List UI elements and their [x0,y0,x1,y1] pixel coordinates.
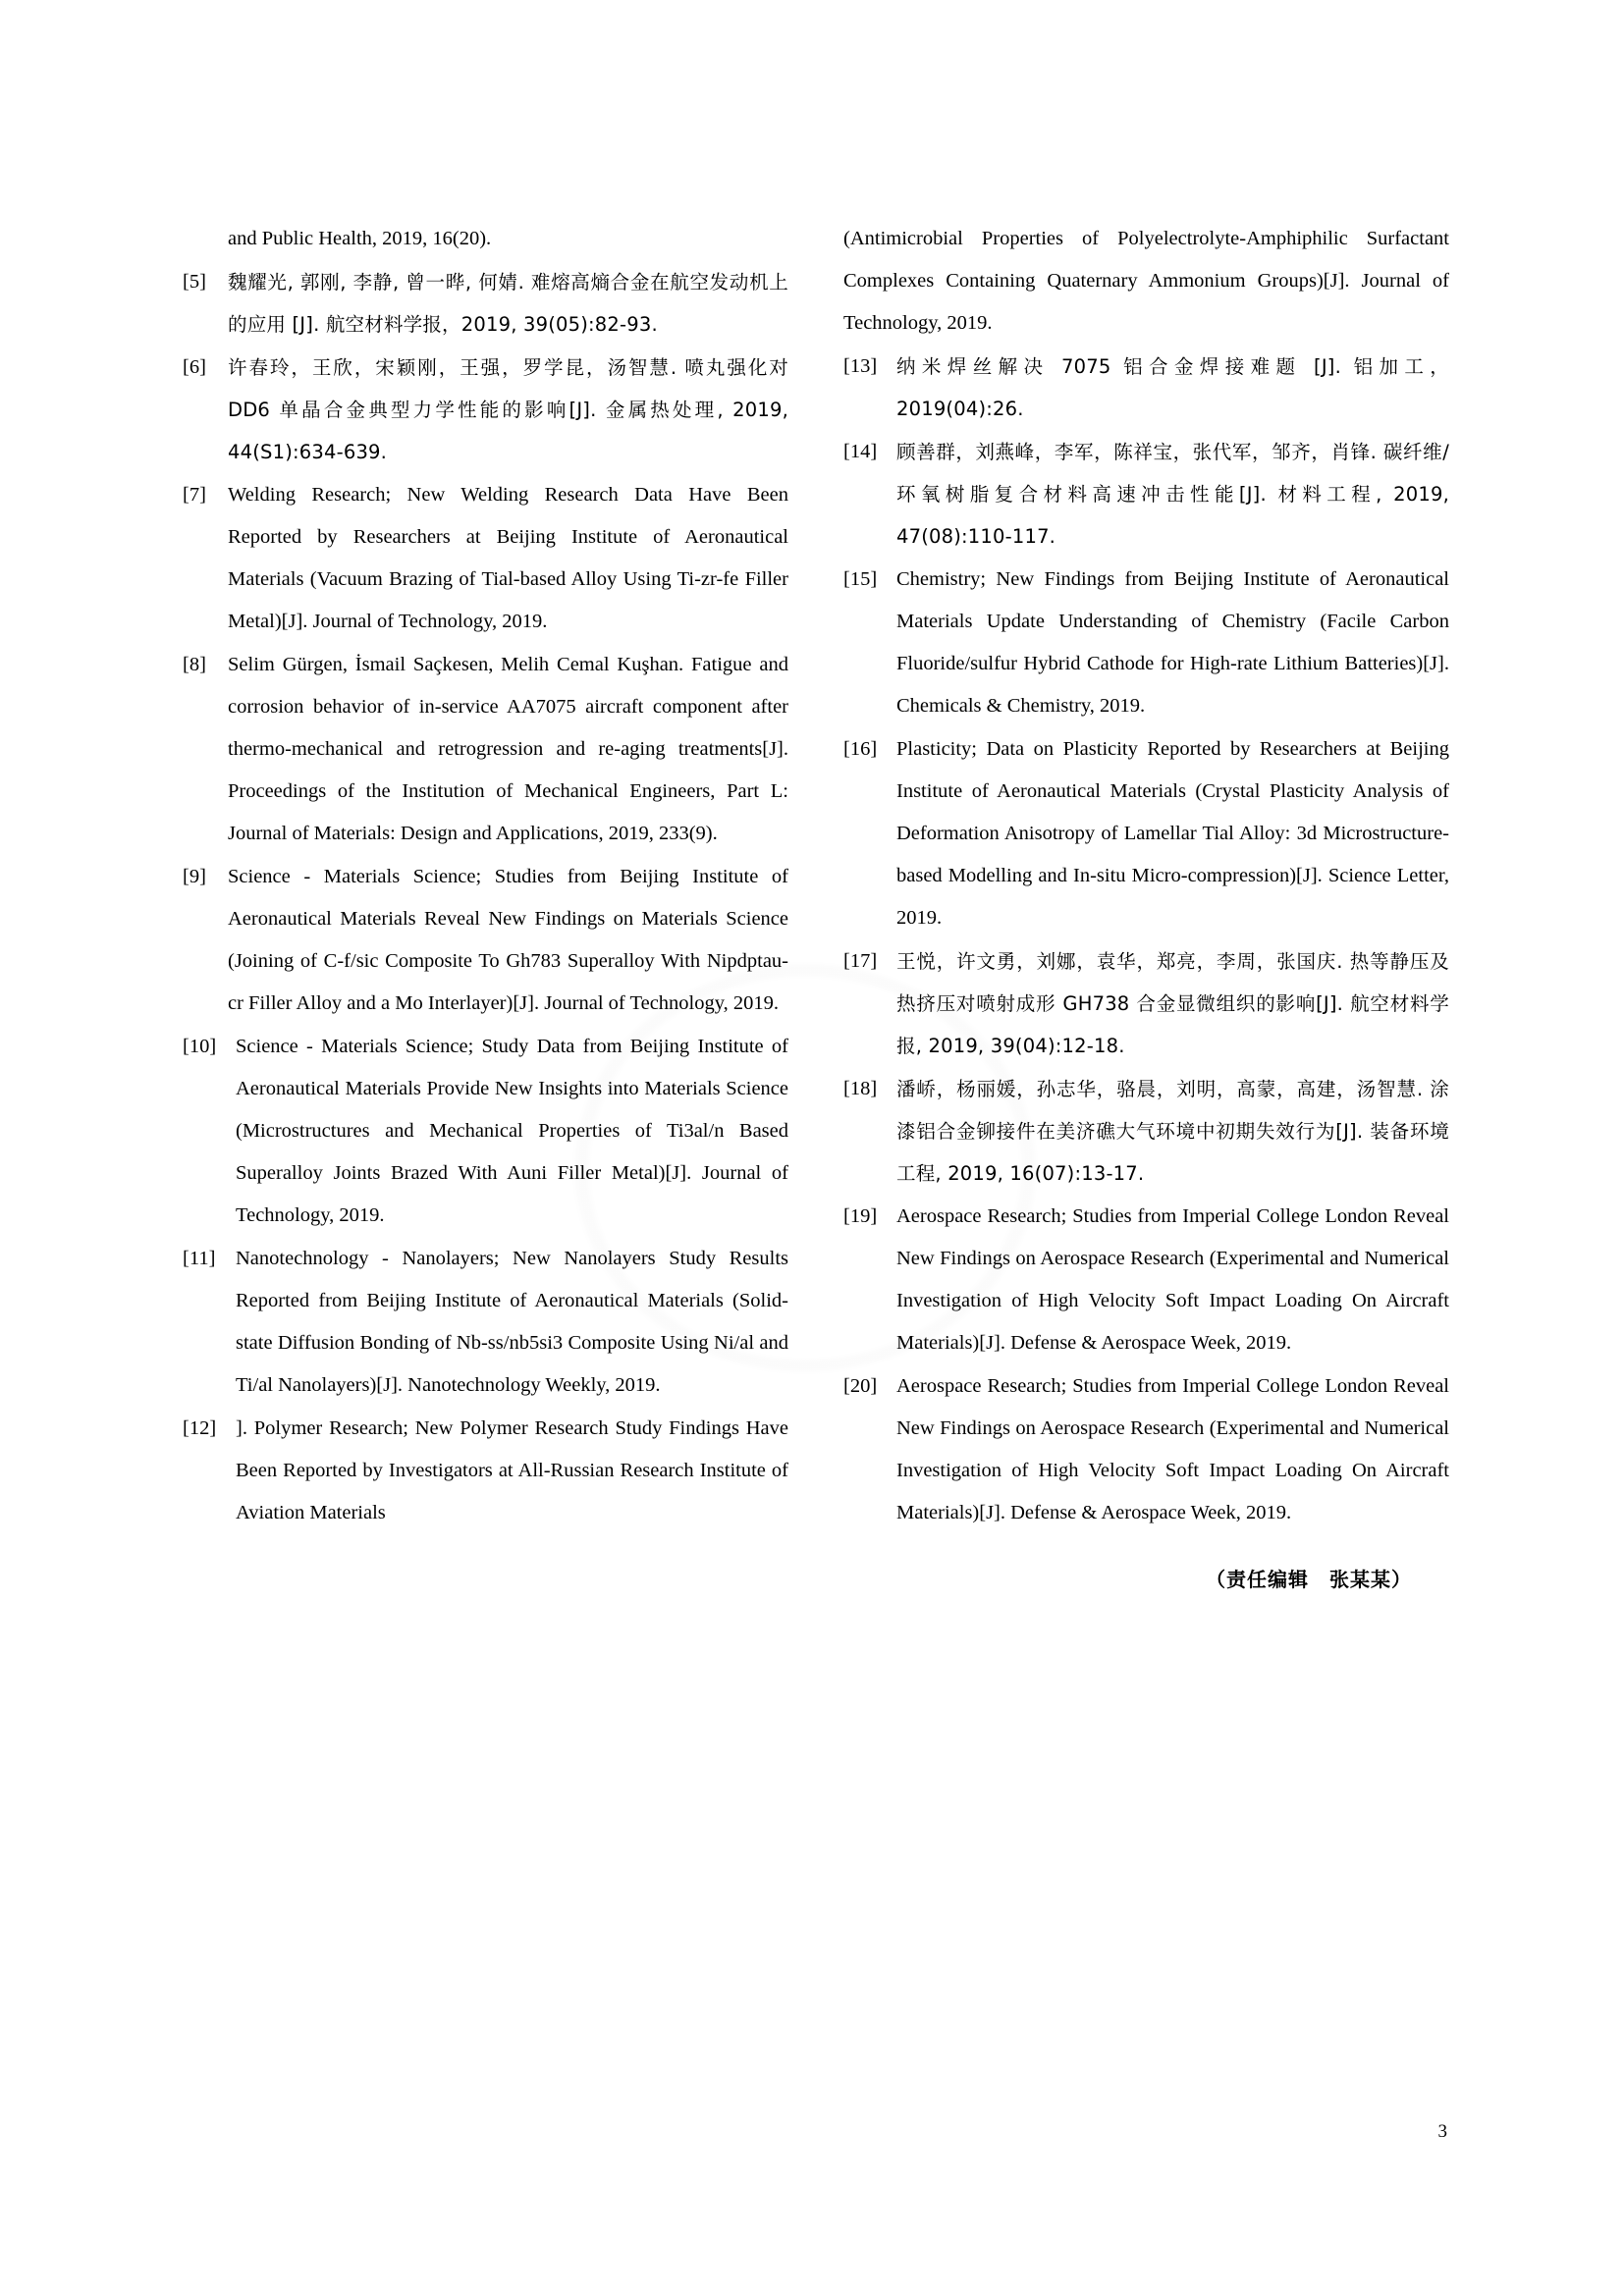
reference-text: 许春玲，王欣，宋颖刚，王强，罗学昆，汤智慧. 喷丸强化对 DD6 单晶合金典型力学性能的影响[J]. 金属热处理, 2019, 44(S1):634-639. [228,356,788,463]
reference-text: 王悦，许文勇，刘娜，袁华，郑亮，李周，张国庆. 热等静压及热挤压对喷射成形 GH738 合金显微组织的影响[J]. 航空材料学报, 2019, 39(04):12-18. [896,950,1449,1057]
reference-text: Aerospace Research; Studies from Imperial College London Reveal New Findings on Aerospace Research (Experimental and Numerical Investigation of High Velocity Soft Impact Loading On Aircraft Materials)[J]. Defense & Aerospace Week, 2019. [896,1205,1449,1354]
left-column [183,218,788,1592]
reference-item [843,346,1449,430]
reference-text: 顾善群，刘燕峰，李军，陈祥宝，张代军，邹齐，肖锋. 碳纤维/环氧树脂复合材料高速冲击性能[J]. 材料工程, 2019, 47(08):110-117. [896,441,1449,548]
page-number: 3 [1437,2121,1447,2142]
reference-marker: [10] [183,1036,217,1057]
reference-marker: [15] [843,568,878,590]
reference-item [843,1068,1449,1195]
right-column [843,218,1449,1592]
reference-marker: [9] [183,866,206,887]
reference-item [843,559,1449,727]
reference-item [183,1238,788,1407]
reference-text: 潘峤，杨丽媛，孙志华，骆晨，刘明，高蒙，高建，汤智慧. 涂漆铝合金铆接件在美济礁大气环境中初期失效行为[J]. 装备环境工程, 2019, 16(07):13-17. [896,1078,1449,1185]
reference-item [183,474,788,643]
reference-item [843,728,1449,939]
reference-item [843,1365,1449,1534]
reference-text: Science - Materials Science; Studies from Beijing Institute of Aeronautical Materials Reveal New Findings on Materials Science (Joining of C-f/sic Composite To Gh783 Superalloy With Nipdptau-cr Filler Alloy and a Mo Interlayer)[J]. Journal of Technology, 2019. [228,866,788,1014]
reference-text: Selim Gürgen, İsmail Saçkesen, Melih Cemal Kuşhan. Fatigue and corrosion behavior of in-service AA7075 aircraft component after thermo-mechanical and retrogression and re-aging treatments[J]. Proceedings of the Institution of Mechanical Engineers, Part L: Journal of Materials: Design and Applications, 2019, 233(9). [228,654,788,844]
reference-item [843,940,1449,1067]
reference-text: 纳米焊丝解决 7075 铝合金焊接难题 [J]. 铝加工，2019(04):26. [896,355,1449,420]
responsible-editor-note: （责任编辑 张某某） [1206,1568,1412,1591]
reference-marker: [14] [843,441,878,462]
reference-item [183,1026,788,1237]
reference-item [183,261,788,346]
reference-text: (Antimicrobial Properties of Polyelectrolyte-Amphiphilic Surfactant Complexes Containing Quaternary Ammonium Groups)[J]. Journal of Technology, 2019. [843,228,1449,334]
reference-marker: [20] [843,1375,878,1397]
reference-text: ]. Polymer Research; New Polymer Research Study Findings Have Been Reported by Investigators at All-Russian Research Institute of Aviation Materials [236,1417,788,1523]
reference-text: and Public Health, 2019, 16(20). [228,228,492,249]
reference-list-columns [183,218,1449,1592]
reference-marker: [8] [183,654,206,675]
reference-item [843,1196,1449,1364]
reference-text: Chemistry; New Findings from Beijing Institute of Aeronautical Materials Update Understanding of Chemistry (Facile Carbon Fluoride/sulfur Hybrid Cathode for High-rate Lithium Batteries)[J]. Chemicals & Chemistry, 2019. [896,568,1449,717]
reference-marker: [19] [843,1205,878,1227]
reference-item [183,856,788,1025]
reference-marker: [13] [843,355,878,377]
reference-text: Welding Research; New Welding Research Data Have Been Reported by Researchers at Beijing Institute of Aeronautical Materials (Vacuum Brazing of Tial-based Alloy Using Ti-zr-fe Filler Metal)[J]. Journal of Technology, 2019. [228,484,788,632]
reference-marker: [5] [183,271,206,293]
reference-item [843,431,1449,558]
reference-item [183,347,788,473]
reference-text: Nanotechnology - Nanolayers; New Nanolayers Study Results Reported from Beijing Institute of Aeronautical Materials (Solid-state Diffusion Bonding of Nb-ss/nb5si3 Composite Using Ni/al and Ti/al Nanolayers)[J]. Nanotechnology Weekly, 2019. [236,1248,788,1396]
reference-marker: [12] [183,1417,217,1439]
reference-marker: [16] [843,738,878,760]
reference-marker: [18] [843,1078,878,1099]
reference-text: 魏耀光, 郭刚, 李静, 曾一晔, 何婧. 难熔高熵合金在航空发动机上的应用 [J]. 航空材料学报，2019, 39(05):82-93. [228,271,788,336]
reference-marker: [17] [843,950,878,972]
reference-marker: [7] [183,484,206,506]
reference-text: Plasticity; Data on Plasticity Reported by Researchers at Beijing Institute of Aeronautical Materials (Crystal Plasticity Analysis of Deformation Anisotropy of Lamellar Tial Alloy: 3d Microstructure-based Modelling and In-situ Micro-compression)[J]. Science Letter, 2019. [896,738,1449,929]
reference-item [183,1408,788,1534]
reference-marker: [11] [183,1248,216,1269]
reference-text: Aerospace Research; Studies from Imperial College London Reveal New Findings on Aerospace Research (Experimental and Numerical Investigation of High Velocity Soft Impact Loading On Aircraft Materials)[J]. Defense & Aerospace Week, 2019. [896,1375,1449,1523]
reference-item [183,644,788,855]
reference-text: Science - Materials Science; Study Data from Beijing Institute of Aeronautical Materials Provide New Insights into Materials Science (Microstructures and Mechanical Properties of Ti3al/n Based Superalloy Joints Brazed With Auni Filler Metal)[J]. Journal of Technology, 2019. [236,1036,788,1226]
reference-continuation [843,218,1449,345]
reference-continuation [183,218,788,260]
reference-marker: [6] [183,356,206,378]
